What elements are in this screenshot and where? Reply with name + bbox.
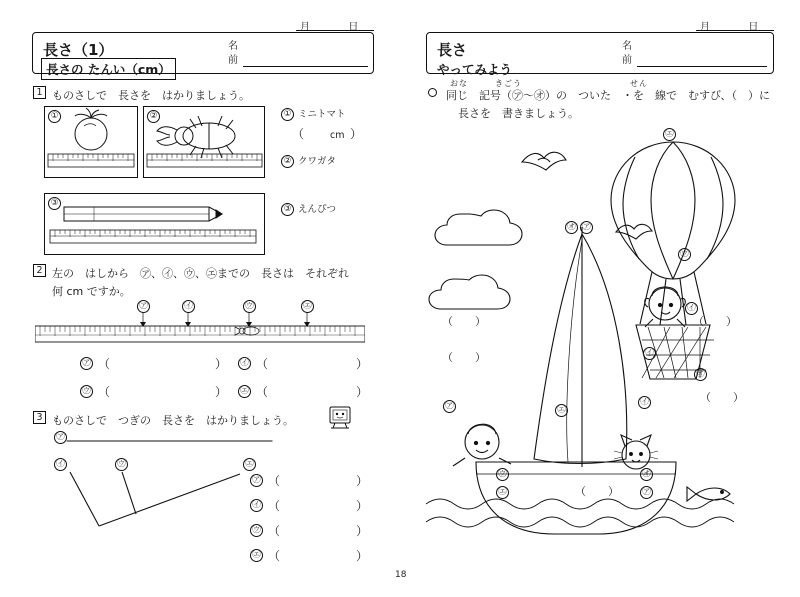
q2-number: 2 xyxy=(33,264,46,277)
pic-mark-top: ㋓ xyxy=(663,128,676,141)
q1-answer-1-unit: cm xyxy=(330,130,345,141)
left-name-label-2: 前 xyxy=(228,54,238,66)
q1-answer-3-label: えんぴつ xyxy=(298,204,337,215)
q3-ans-b-open: （ xyxy=(268,499,281,513)
left-name-label xyxy=(228,40,238,67)
pic-mark-hull-right: ㋔ xyxy=(640,468,653,481)
q3-ans-b-close: ） xyxy=(356,499,369,513)
q2-ans-d-close: ） xyxy=(356,385,369,399)
q2-ans-d-mark: ㋓ xyxy=(238,385,251,398)
q1-number: 1 xyxy=(33,86,46,99)
q3-ans-d-close: ） xyxy=(356,549,369,563)
answer-paren-5: （ ） xyxy=(700,391,744,404)
balloon-boat-picture xyxy=(420,122,790,542)
q2-ans-a-mark: ㋐ xyxy=(80,357,93,370)
q1-answer-1-label: ミニトマト xyxy=(298,109,346,120)
pic-mark-hull-left-2: ㋓ xyxy=(496,486,509,499)
page-number: 18 xyxy=(395,570,407,580)
pic-mark-hull-left: ㋒ xyxy=(496,468,509,481)
right-worksheet xyxy=(400,0,800,597)
left-header-box xyxy=(32,32,374,77)
q1-answer-2-mark: ② xyxy=(281,155,294,168)
right-header-box xyxy=(426,32,774,77)
q3-ans-c-close: ） xyxy=(356,524,369,538)
left-name-rule xyxy=(243,66,368,67)
q3-line-c-mark: ㋒ xyxy=(115,458,128,471)
pic-mark-left-mast: ㋔ xyxy=(565,221,578,234)
q3-lines-svg xyxy=(44,428,284,533)
left-date-month: 月 xyxy=(300,22,312,33)
pic-mark-basket-bottom: ㋑ xyxy=(643,347,656,360)
left-title: 長さ（1） xyxy=(43,41,114,59)
q2-mark-a: ㋐ xyxy=(137,300,150,313)
q3-ans-b-mark: ㋑ xyxy=(250,499,263,512)
q3-line-d-mark: ㋓ xyxy=(243,458,256,471)
q1-answer-1-mark: ① xyxy=(281,108,294,121)
right-date-day: 日 xyxy=(748,22,761,33)
computer-icon xyxy=(327,405,353,433)
right-date-month: 月 xyxy=(700,22,712,33)
answer-paren-3: （ ） xyxy=(575,485,619,498)
q1-fig3-mark: ③ xyxy=(48,197,61,210)
q3-ans-a-mark: ㋐ xyxy=(250,474,263,487)
q1-fig2-mark: ② xyxy=(147,110,160,123)
right-name-label xyxy=(622,40,632,67)
q3-ans-d-mark: ㋓ xyxy=(250,549,263,562)
q2-text-line1: 左の はしから ㋐、㋑、㋒、㋓までの 長さは それぞれ xyxy=(52,267,349,280)
q3-number: 3 xyxy=(33,411,46,424)
q3-ans-d-open: （ xyxy=(268,549,281,563)
instruction-bullet xyxy=(428,88,437,97)
q2-mark-b: ㋑ xyxy=(182,300,195,313)
left-date-rule xyxy=(296,30,374,31)
instruction-ruby: おな きごう せん xyxy=(450,79,648,88)
q2-ans-d-open: （ xyxy=(256,385,269,399)
q1-answer-2-label: クワガタ xyxy=(298,156,337,167)
q2-ans-a-close: ） xyxy=(215,357,228,371)
q3-ans-a-close: ） xyxy=(356,474,369,488)
q1-answer-3-mark: ③ xyxy=(281,203,294,216)
q1-text: ものさしで 長さを はかりましょう。 xyxy=(52,89,250,102)
q1-answer-1-paren-close: ） xyxy=(350,127,363,141)
instruction-line2: 長さを 書きましょう。 xyxy=(458,107,579,120)
q2-ans-b-mark: ㋑ xyxy=(238,357,251,370)
pic-mark-basket-right-2: ㋔ xyxy=(694,368,707,381)
q2-ans-b-open: （ xyxy=(256,357,269,371)
q2-ans-c-open: （ xyxy=(98,385,111,399)
right-name-label-1: 名 xyxy=(622,41,632,52)
q3-ans-c-mark: ㋒ xyxy=(250,524,263,537)
q2-mark-d: ㋓ xyxy=(301,300,314,313)
q3-line-a-mark: ㋐ xyxy=(54,431,67,444)
left-subtitle: 長さの たんい（cm） xyxy=(41,58,176,80)
left-date-day: 日 xyxy=(348,22,361,33)
q2-mark-c: ㋒ xyxy=(243,300,256,313)
q1-answer-1-paren-open: （ xyxy=(292,127,305,141)
right-subtitle: やってみよう xyxy=(437,62,513,77)
q1-fig1-mark: ① xyxy=(48,110,61,123)
pic-mark-hull-right-2: ㋐ xyxy=(640,486,653,499)
left-name-label-1: 名 xyxy=(228,41,238,52)
q3-ans-c-open: （ xyxy=(268,524,281,538)
right-date-rule xyxy=(696,30,774,31)
q3-ans-a-open: （ xyxy=(268,474,281,488)
pic-mark-basket-right: ㋑ xyxy=(685,302,698,315)
q2-ruler-svg xyxy=(35,313,365,343)
pic-mark-cat: ㋑ xyxy=(638,396,651,409)
right-title: 長さ xyxy=(437,41,468,59)
q2-ans-c-close: ） xyxy=(215,385,228,399)
q2-text-line2: 何 cm ですか。 xyxy=(52,285,131,298)
q2-ans-b-close: ） xyxy=(356,357,369,371)
answer-paren-4: （ ） xyxy=(693,315,737,328)
q2-ans-a-open: （ xyxy=(98,357,111,371)
q2-ans-c-mark: ㋒ xyxy=(80,385,93,398)
answer-paren-2: （ ） xyxy=(442,351,486,364)
answer-paren-1: （ ） xyxy=(442,315,486,328)
q1-figures-svg xyxy=(44,106,269,258)
right-name-label-2: 前 xyxy=(622,54,632,66)
pic-mark-boy: ㋐ xyxy=(443,400,456,413)
instruction-line1: 同じ 記号（㋐〜㋔）の ついた ・を 線で むすび、（ ）に xyxy=(446,89,771,102)
pic-mark-balloon-right: ㋒ xyxy=(678,248,691,261)
q3-text: ものさしで つぎの 長さを はかりましょう。 xyxy=(52,414,294,427)
pic-mark-left-mast-2: ㋐ xyxy=(580,221,593,234)
right-name-rule xyxy=(637,66,767,67)
q3-line-b-mark: ㋑ xyxy=(54,458,67,471)
pic-mark-sail-left: ㋓ xyxy=(555,404,568,417)
